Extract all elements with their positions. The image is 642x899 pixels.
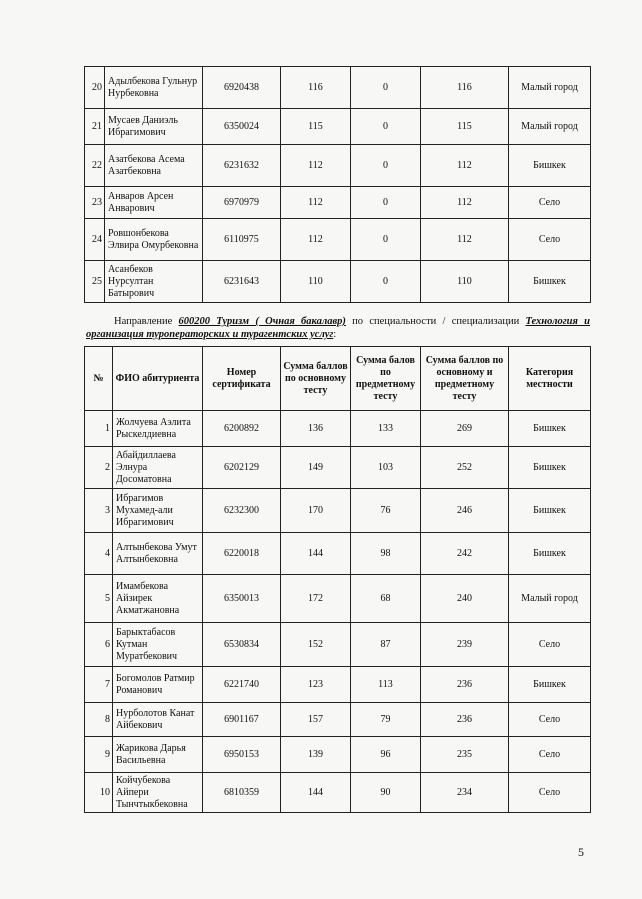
applicant-name: Богомолов Ратмир Романович [113, 667, 203, 703]
subject-score: 0 [351, 261, 421, 303]
total-score: 115 [421, 109, 509, 145]
row-number: 3 [85, 489, 113, 533]
subject-score: 79 [351, 703, 421, 737]
subject-score: 0 [351, 219, 421, 261]
applicant-name: Анваров Арсен Анварович [105, 187, 203, 219]
subject-score: 113 [351, 667, 421, 703]
table-row [85, 145, 591, 187]
row-number: 4 [85, 533, 113, 575]
base-score: 115 [281, 109, 351, 145]
row-number: 7 [85, 667, 113, 703]
applicant-name: Жолчуева Аэлита Рыскелдиевна [113, 411, 203, 447]
locality-category: Бишкек [509, 411, 591, 447]
certificate-number: 6810359 [203, 773, 281, 813]
applicant-name: Алтынбекова Умут Алтынбековна [113, 533, 203, 575]
base-score: 152 [281, 623, 351, 667]
certificate-number: 6110975 [203, 219, 281, 261]
table-row [85, 261, 591, 303]
locality-category: Село [509, 187, 591, 219]
certificate-number: 6231632 [203, 145, 281, 187]
base-score: 139 [281, 737, 351, 773]
certificate-number: 6920438 [203, 67, 281, 109]
certificate-number: 6231643 [203, 261, 281, 303]
total-score: 234 [421, 773, 509, 813]
subject-score: 103 [351, 447, 421, 489]
locality-category: Село [509, 623, 591, 667]
locality-category: Малый город [509, 575, 591, 623]
subject-score: 68 [351, 575, 421, 623]
table-row [85, 623, 591, 667]
table-row [85, 703, 591, 737]
certificate-number: 6200892 [203, 411, 281, 447]
subject-score: 96 [351, 737, 421, 773]
base-score: 123 [281, 667, 351, 703]
applicant-name: Адылбекова Гульнур Нурбековна [105, 67, 203, 109]
locality-category: Село [509, 703, 591, 737]
total-score: 239 [421, 623, 509, 667]
header-total-score: Сумма баллов по основному и предметному тесту [421, 347, 509, 411]
row-number: 22 [85, 145, 105, 187]
table-row [85, 773, 591, 813]
table-row [85, 447, 591, 489]
locality-category: Бишкек [509, 667, 591, 703]
total-score: 112 [421, 187, 509, 219]
base-score: 116 [281, 67, 351, 109]
base-score: 112 [281, 187, 351, 219]
locality-category: Село [509, 737, 591, 773]
subject-score: 76 [351, 489, 421, 533]
base-score: 144 [281, 533, 351, 575]
certificate-number: 6970979 [203, 187, 281, 219]
row-number: 21 [85, 109, 105, 145]
table-row [85, 667, 591, 703]
table-row [85, 187, 591, 219]
row-number: 10 [85, 773, 113, 813]
certificate-number: 6530834 [203, 623, 281, 667]
direction-suffix: : [333, 329, 337, 340]
applicant-name: Ибрагимов Мухамед-али Ибрагимович [113, 489, 203, 533]
locality-category: Малый город [509, 109, 591, 145]
applicant-name: Абайдиллаева Элнура Досоматовна [113, 447, 203, 489]
header-number: № [85, 347, 113, 411]
base-score: 112 [281, 145, 351, 187]
direction-specialty: Технология и организация туроператорских и турагентских услуг [86, 316, 590, 340]
table-row [85, 533, 591, 575]
row-number: 6 [85, 623, 113, 667]
header-name: ФИО абитуриента [113, 347, 203, 411]
page-number: 5 [578, 845, 584, 859]
locality-category: Бишкек [509, 261, 591, 303]
table-row [85, 489, 591, 533]
table1-body [85, 67, 591, 303]
locality-category: Малый город [509, 67, 591, 109]
base-score: 170 [281, 489, 351, 533]
total-score: 236 [421, 703, 509, 737]
table-row [85, 737, 591, 773]
base-score: 136 [281, 411, 351, 447]
table-row [85, 219, 591, 261]
table-row [85, 67, 591, 109]
subject-score: 0 [351, 67, 421, 109]
row-number: 20 [85, 67, 105, 109]
direction-program: 600200 Туризм ( Очная бакалавр) [178, 316, 346, 327]
row-number: 9 [85, 737, 113, 773]
table-row [85, 411, 591, 447]
total-score: 236 [421, 667, 509, 703]
direction-prefix: Направление [114, 316, 179, 327]
locality-category: Бишкек [509, 447, 591, 489]
table2-header-row [85, 347, 591, 411]
base-score: 144 [281, 773, 351, 813]
locality-category: Бишкек [509, 145, 591, 187]
total-score: 112 [421, 145, 509, 187]
subject-score: 133 [351, 411, 421, 447]
certificate-number: 6232300 [203, 489, 281, 533]
subject-score: 87 [351, 623, 421, 667]
total-score: 235 [421, 737, 509, 773]
total-score: 110 [421, 261, 509, 303]
subject-score: 98 [351, 533, 421, 575]
row-number: 25 [85, 261, 105, 303]
subject-score: 90 [351, 773, 421, 813]
header-category: Категория местности [509, 347, 591, 411]
applicant-name: Нурболотов Канат Айбекович [113, 703, 203, 737]
applicant-name: Мусаев Даниэль Ибрагимович [105, 109, 203, 145]
total-score: 112 [421, 219, 509, 261]
certificate-number: 6901167 [203, 703, 281, 737]
locality-category: Бишкек [509, 533, 591, 575]
applicant-name: Асанбеков Нурсултан Батырович [105, 261, 203, 303]
subject-score: 0 [351, 109, 421, 145]
subject-score: 0 [351, 145, 421, 187]
row-number: 24 [85, 219, 105, 261]
locality-category: Бишкек [509, 489, 591, 533]
row-number: 2 [85, 447, 113, 489]
base-score: 172 [281, 575, 351, 623]
applicant-name: Ровшонбекова Элвира Омурбековна [105, 219, 203, 261]
applicant-name: Азатбекова Асема Азатбековна [105, 145, 203, 187]
total-score: 240 [421, 575, 509, 623]
certificate-number: 6350024 [203, 109, 281, 145]
locality-category: Село [509, 219, 591, 261]
total-score: 242 [421, 533, 509, 575]
header-base-score: Сумма баллов по основному тесту [281, 347, 351, 411]
row-number: 8 [85, 703, 113, 737]
base-score: 157 [281, 703, 351, 737]
subject-score: 0 [351, 187, 421, 219]
direction-paragraph [86, 315, 590, 341]
base-score: 110 [281, 261, 351, 303]
direction-middle: по специальности / специализации [345, 316, 526, 327]
total-score: 269 [421, 411, 509, 447]
certificate-number: 6350013 [203, 575, 281, 623]
base-score: 149 [281, 447, 351, 489]
row-number: 5 [85, 575, 113, 623]
base-score: 112 [281, 219, 351, 261]
header-subject-score: Сумма балов по предметному тесту [351, 347, 421, 411]
row-number: 1 [85, 411, 113, 447]
total-score: 252 [421, 447, 509, 489]
certificate-number: 6221740 [203, 667, 281, 703]
applicant-name: Койчубекова Айпери Тынчтыкбековна [113, 773, 203, 813]
applicants-table-tourism [84, 346, 591, 813]
certificate-number: 6950153 [203, 737, 281, 773]
applicant-name: Жарикова Дарья Васильевна [113, 737, 203, 773]
locality-category: Село [509, 773, 591, 813]
total-score: 246 [421, 489, 509, 533]
applicant-name: Имамбекова Айзирек Акматжановна [113, 575, 203, 623]
applicants-table-continued [84, 66, 591, 303]
table-row [85, 109, 591, 145]
certificate-number: 6220018 [203, 533, 281, 575]
row-number: 23 [85, 187, 105, 219]
certificate-number: 6202129 [203, 447, 281, 489]
table-row [85, 575, 591, 623]
applicant-name: Барыктабасов Кутман Муратбекович [113, 623, 203, 667]
total-score: 116 [421, 67, 509, 109]
table2-body [85, 411, 591, 813]
header-certificate: Номер сертификата [203, 347, 281, 411]
